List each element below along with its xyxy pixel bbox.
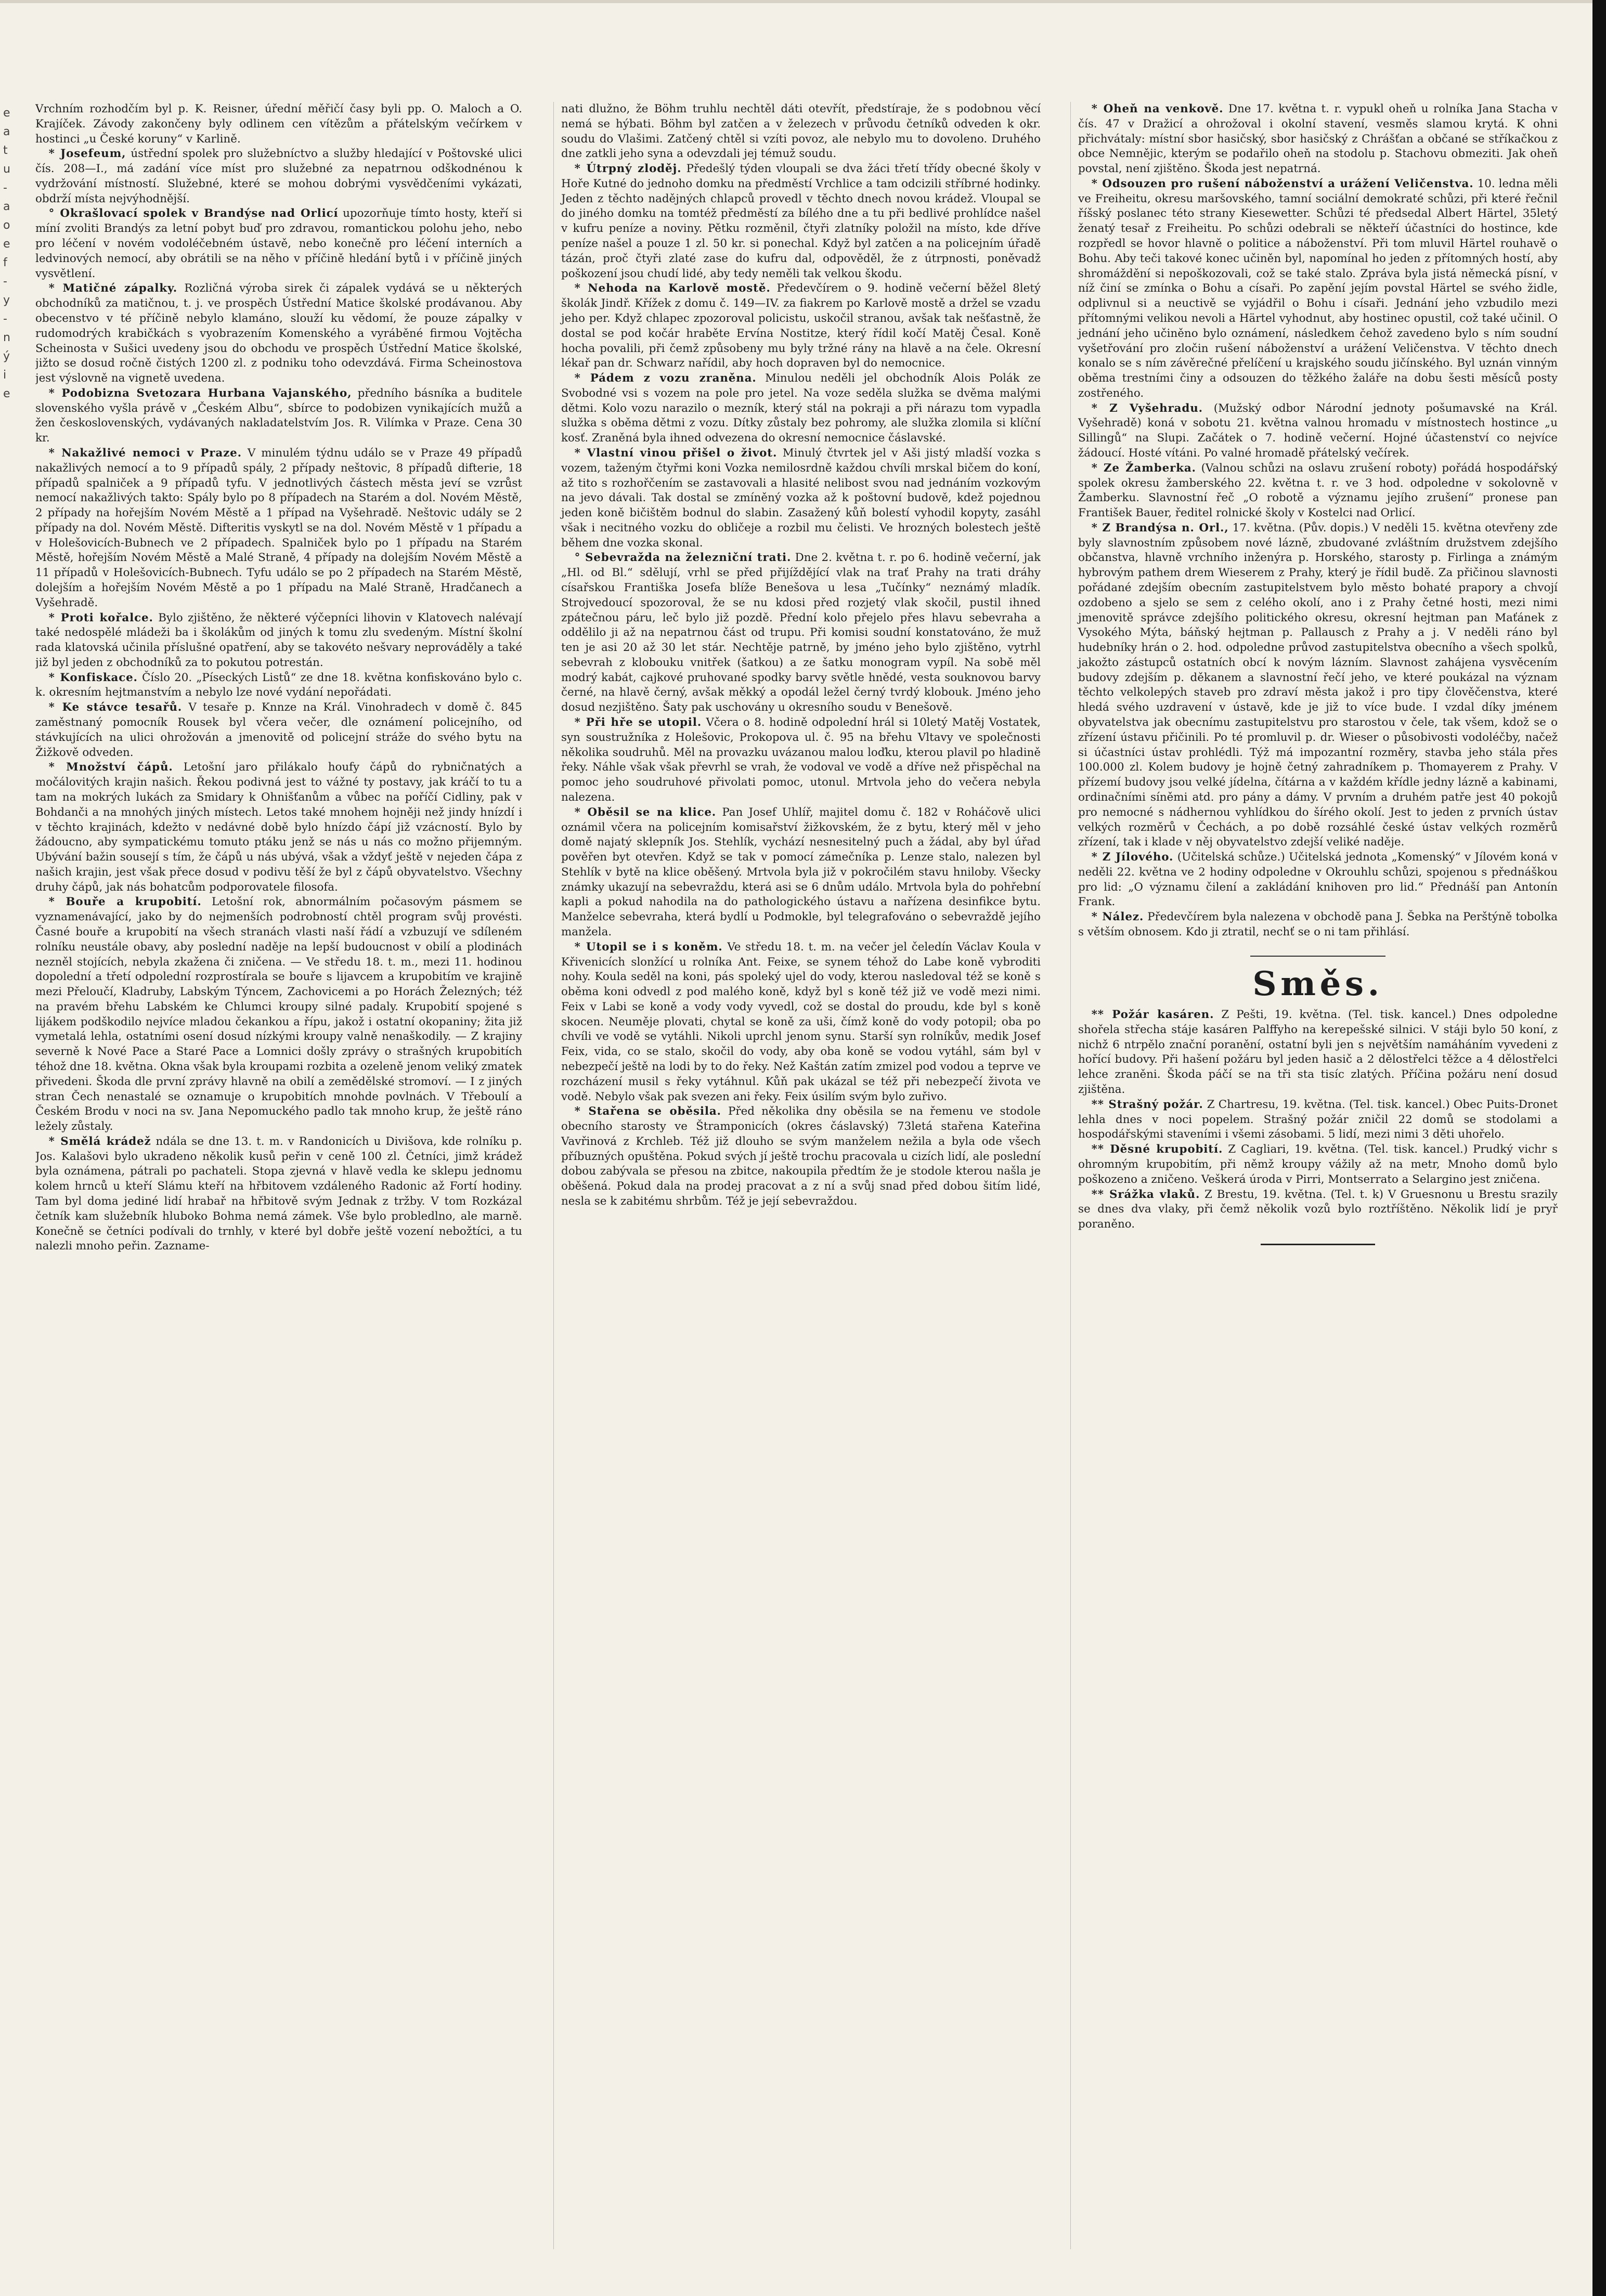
article-heading: * Z Brandýsa n. Orl.,	[1091, 521, 1229, 534]
page-right-edge	[1592, 0, 1606, 2296]
article-paragraph	[35, 281, 522, 386]
article-text: Z Cagliari, 19. května. (Tel. tisk. kancel.) Prudký vichr s ohromným krupobitím, při němž kroupy vážily až na metr, Mnoho domů bylo poškozeno a zničeno. Veškerá úroda v Pirri, Montserrato a Selargino jest zničena.	[1078, 1143, 1558, 1186]
article-heading: ** Děsné krupobití.	[1091, 1143, 1223, 1156]
article-text: Předevčírem o 9. hodině večerní běžel 8letý školák Jindř. Křížek z domu č. 149—IV. za fiakrem po Karlově mostě a držel se vzadu jeho per. Když chlapec zpozoroval policistu, uskočil stranou, avšak tak nešťastně, že dostal se pod kočár hraběte Ervína Nostitze, který řídil kočí Matěj Česal. Koně hocha povalili, při čemž způsobeny mu byly tržné rány na hlavě a na čele. Okresní lékař pan dr. Schwarz nařídil, aby hoch dopraven byl do nemocnice.	[561, 282, 1041, 370]
article-paragraph	[1078, 1188, 1558, 1232]
article-text: Z Chartresu, 19. května. (Tel. tisk. kancel.) Obec Puits-Dronet lehla dnes v noci popelem. Strašný požár zničil 22 domů se stodolami a hospodářskými staveními i všemi zásobami. 5 lidí, mezi nimi 3 děti uhořelo.	[1078, 1098, 1558, 1141]
article-heading: ° Sebevražda na železniční trati.	[574, 551, 792, 565]
article-heading: * Konfiskace.	[48, 671, 138, 684]
article-text: Letošní jaro přilákalo houfy čápů do rybničnatých a močálovitých krajin našich. Řekou podivná jest to vážné ty postavy, jak kráčí to tu a tam na mokrých lukách za Smidary k Ohnišťanům a vůbec na poříčí Cidliny, pak v Bohdanči a na mnohých jiných místech. Letos také mnohem hojněji než jindy hnízdí i v těchto krajinách, kdežto v nedávné době bylo hnízdo čápí již vzácností. Bylo by žádoucno, aby sympatickému tomuto ptáku jenž se nás u nás co možno přijemným. Ubývání bažin sousejí s tím, že čápů u nás ubývá, však a vždyť ještě v nejeden čápa z našich krajin, jest však přece dosud v podivu těší že byl z čápů obyvatelstvo. Všechny druhy čápů, jak nás bohatcům podporovatele filosofa.	[35, 761, 522, 894]
article-heading: ° Okrašlovací spolek v Brandýse nad Orlicí	[48, 207, 339, 220]
article-paragraph	[35, 760, 522, 895]
margin-glyph: a	[3, 125, 10, 138]
newspaper-page	[35, 102, 1584, 2249]
article-heading: * Stařena se oběsila.	[574, 1105, 721, 1118]
article-heading: * Útrpný zloděj.	[574, 162, 682, 176]
article-text: Z Brestu, 19. května. (Tel. t. k) V Gruesnonu u Brestu srazily se dnes dva vlaky, při čemž několik vozů bylo roztříštěno. Několik lidí je pryř poraněno.	[1078, 1188, 1558, 1231]
left-margin-glyphs	[3, 104, 10, 403]
column-1	[35, 102, 522, 2249]
article-heading: * Z Jílového.	[1091, 851, 1174, 864]
article-text: V minulém týdnu událo se v Praze 49 případů nakažlivých nemocí a to 9 případů spály, 2 případy neštovic, 8 případů difterie, 18 případů spalniček a 9 případů tyfu. V jednotlivých částech města jeví se vzrůst nemocí nakažlivých takto: Spály bylo po 8 případech na Starém a dol. Novém Městě, 2 případy na hořejším Novém Městě a 1 případ na Vyšehradě. Neštovic udály se 2 případy na dol. Novém Městě. Difteritis vyskytl se na dol. Novém Městě v 1 případu a v Holešovicích-Bubnech ve 2 případech. Spalniček bylo po 1 případu na Starém Městě, hořejším Novém Městě a Malé Straně, 4 případy na dolejším Novém Městě a 11 případů v Holešovicích-Bubnech. Tyfu událo se po 2 případech na Starém Městě, dolejším a hořejším Novém Městě a po 1 případu na Malé Straně, Hradčanech a Vyšehradě.	[35, 446, 522, 609]
article-text: Dne 17. května t. r. vypukl oheň u rolníka Jana Stacha v čís. 47 v Dražicí a ohrožoval i okolní stavení, vesměs slamou krytá. K ohni přichvátaly: místní sbor hasičský, sbor hasičský z Chrášťan a občané se stříkačkou z obce Nemnějic, kterým se podařilo oheň na stodolu p. Stachovu obmeziti. Jak oheň povstal, není zjištěno. Škoda jest nepatrná.	[1078, 102, 1558, 176]
article-paragraph	[35, 700, 522, 760]
article-text: (Valnou schůzi na oslavu zrušení roboty) pořádá hospodářský spolek okresu žamberského 22. května t. r. ve 3 hod. odpoledne v sokolovně v Žamberku. Slavnostní řeč „O robotě a významu jejího zrušení“ pronese pan František Bauer, ředitel rolnické školy v Kostelci nad Orlicí.	[1078, 461, 1558, 520]
article-text: Bylo zjištěno, že některé výčepníci lihovin v Klatovech nalévají také nedospělé mládeži ba i školákům od jiných k tomu zlu svedeným. Místní školní rada klatovská učinila příslušné opatření, aby se takovéto nešvary neprováděly a také již byl jeden z obchodníků za to pokutou potrestán.	[35, 611, 522, 669]
article-paragraph	[561, 940, 1041, 1105]
article-paragraph	[35, 446, 522, 611]
margin-glyph: -	[3, 181, 7, 194]
article-heading: * Oběsil se na klice.	[574, 805, 717, 819]
column-3-news	[1078, 102, 1558, 940]
article-paragraph	[561, 162, 1041, 281]
article-paragraph	[35, 671, 522, 701]
article-paragraph	[35, 147, 522, 206]
article-heading: * Nález.	[1091, 910, 1144, 924]
article-text: Včera o 8. hodině odpolední hrál si 10letý Matěj Vostatek, syn soustružníka z Holešovic, Prokopova ul. č. 95 na břehu Vltavy ve společnosti několika soudruhů. Měl na provazku uvázanou malou loďku, kterou plavil po hladině řeky. Náhle však však převrhl se vrah, že vodoval ve vodě a dříve než přispěchal na pomoc jeho soudruhové přivolati pomoc, utonul. Mrtvola jeho do večera nebyla nalezena.	[561, 716, 1041, 804]
article-paragraph	[561, 446, 1041, 551]
article-heading: * Z Vyšehradu.	[1091, 401, 1203, 415]
article-heading: * Ke stávce tesařů.	[48, 701, 183, 714]
article-paragraph	[561, 805, 1041, 940]
article-text: (Učitelská schůze.) Učitelská jednota „Komenský“ v Jílovém koná v neděli 22. května ve 2 hodiny odpoledne v Okrouhlu schůzi, spojenou s přednáškou pro lid: „O významu čilení a zakládání knihoven pro lid.“ Přednáší pan Antonín Frank.	[1078, 851, 1558, 909]
article-paragraph	[1078, 1098, 1558, 1142]
article-paragraph	[35, 1134, 522, 1254]
article-text: Ve středu 18. t. m. na večer jel čeledín Václav Koula v Křivenicích slonžící u rolníka Ant. Feixe, se synem téhož do Labe koně vybroditi nohy. Koula seděl na koni, pás spoleký ujel do vody, kterou nasledoval též se koně s oběma koni odvedl z pod malého koně, když byl s koně též již ve vodě mezi nimi. Feix v Labi se koně a vody vody vyvedl, což se dostal do proudu, kde byl s koně skocen. Neuměje plovati, chytal se koně za uši, čímž koně do vody potopil; oba po chvíli ve vodě se vytáhli. Nikoli uprchl jenom synu. Starší syn rolníkův, medik Josef Feix, vida, co se stalo, skočil do vody, aby oba koně se vodou vytáhl, sám byl v nebezpečí ještě na lodi by to do řeky. Než Kaštán zatím zmizel pod vodou a teprve ve rozcházení musil s řeky vytáhnul. Kůň pak ukázal se též při nebezpečí života ve vodě. Nebylo však pak svezen ani řeky. Feix úsilím svým bylo zuřivo.	[561, 940, 1041, 1103]
article-text: Minulý čtvrtek jel v Aši jistý mladší vozka s vozem, taženým čtyřmi koni Vozka nemilosrdně každou chvíli mrskal bičem do koní, až tito s rozhořčením se zastavovali a hlasité nelibost svou nad jednáním vozkovým na jevo dávali. Tak dostal se zmíněný vozka až k poštovní budově, kdež pojednou jeden koně bičištěm bodnul do slabin. Zasažený kůň bolestí vyhodil kopyty, zasáhl však i necitného vozku do obličeje a rozbil mu čelisti. Ve hrozných bolestech ještě během dne vozka skonal.	[561, 446, 1041, 550]
article-paragraph	[1078, 910, 1558, 940]
article-paragraph	[1078, 461, 1558, 521]
margin-glyph: e	[3, 238, 10, 251]
article-heading: * Matičné zápalky.	[48, 282, 178, 295]
article-paragraph	[1078, 401, 1558, 461]
article-text: ndála se dne 13. t. m. v Randonicích u Divišova, kde rolníku p. Jos. Kalašovi bylo ukradeno několik kusů peřin v ceně 100 zl. Četníci, jimž krádež byla oznámena, pátrali po pachateli. Stopa zjevná v hlavě vedla ke sklepu jednomu kolem hrnců u kteří Slámu kteří na hřbitovem vzdáleného Radonic až Fortí hodiny. Tam byl doma jediné lidí hrabař na hřbitově svým Jednak z tržby. V tom Rozkázal četník kam služebník hluboko Bohma nemá zámek. Vše bylo probledlno, ale marně. Konečně se četníci podívali do trnhly, v které byl dobře ještě vození nebožtíci, a tu nalezli mnoho peřin. Zazname-	[35, 1134, 522, 1253]
article-text: Předevčírem byla nalezena v obchodě pana J. Šebka na Perštýně tobolka s větším obnosem. Kdo ji ztratil, nechť se o ni tam přihlásí.	[1078, 910, 1558, 938]
article-paragraph	[35, 895, 522, 1134]
article-heading: * Ze Žamberka.	[1091, 461, 1196, 475]
article-text: Číslo 20. „Píseckých Listů“ ze dne 18. května konfiskováno bylo c. k. okresním hejtmanstvím a nebylo lze nové vydání nepořádati.	[35, 671, 522, 699]
article-text: Letošní rok, abnormálním počasovým pásmem se vyznamenávající, jako by do nejmenších podrobností chtěl program svůj provésti. Časné bouře a krupobití na všech stranách vlasti naší řádí a vzbuzují ve sdíleném rolníku neustále obavy, aby poslední naděje na lepší budoucnost v obilí a plodinách nezněl stojících, nebyla zkažena či zničena. — Ve středu 18. t. m., mezi 11. hodinou dopolední a třetí odpolední rozprostírala se bouře s lijavcem a krupobitím ve krajině mezi Přeloučí, Kladruby, Labským Týncem, Zachovicemi a po Horách Železných; též na pravém břehu Labském ke Chlumci kroupy silné padaly. Krupobití spojené s lijákem podškodilo nejvíce mladou čekankou a řípu, jakož i ostatní okopaniny; žita již vymetalá lehla, ostatními osení dosud nízkými kroupy valně nenaškodily. — Z krajiny severně k Nové Pace a Staré Pace a Lomnici došly zprávy o strašných krupobitích téhož dne 18. května. Okna však byla kroupami rozbita a ozeleně jenom veliký zmatek přivedeni. Škoda dle první zprávy hlavně na obilí a zemědělské stromoví. — I z jiných stran Čech nenastalé se oznamuje o krupobitích mnohde povlnách. V Třeboulí a Českém Brodu v noci na sv. Jana Nepomuckého padlo tak mnoho krup, že ještě ráno ležely zůstaly.	[35, 895, 522, 1133]
article-paragraph	[561, 102, 1041, 162]
article-text: V tesaře p. Knnze na Král. Vinohradech v domě č. 845 zaměstnaný pomocník Rousek byl včera večer, dle oznámení policejního, od stávkujících na ulici ohrožován a jmenovitě od policejní stráže do svého bytu na Žižkově odveden.	[35, 701, 522, 759]
margin-glyph: y	[3, 294, 10, 307]
article-text: 17. května. (Pův. dopis.) V neděli 15. května otevřeny zde byly slavnostním způsobem nové lázně, zbudované zvláštním družstvem zdejšího občanstva, hlavně vrchního inženýra p. Horského, starosty p. Firlinga a známým hybrovým pathem drem Wieserem z Prahy, který je řídil budě. Za přičinou slavnosti pořádané zdejším obecním zastupitelstvem bylo město bohaté prapory a chvojí ozdobeno a sjelo se sem z celého okolí, ano i z Prahy četné hosti, mezi nimi jmenovitě správce zdejšího politického okresu, okresní hejtman pan Maťánek z Vysokého Mýta, báňský hejtman p. Pallausch z Prahy a j. V neděli ráno byl hudebníky hrán o 2. hod. odpoledne průvod zastupitelstva obecního a všech spolků, jakožto zástupců ostatních obcí k novým lázním. Slavnost zahájena vysvěcením budovy zdejším p. děkanem a slavnostní řečí jeho, ve které poukázal na význam těchto velkolepých staveb pro zdraví města jakož i pro tipy člověčenstva, které hledá svého uzdravení v ústavě, kde je již to více bude. I vzdal díky jménem obyvatelstva jak obecnímu zastupitelstvu pro starostou v čele, tak všem, kdož se o zřízení ústavu přičinili. Po té promluvil p. dr. Wieser o působivosti vodoléčby, načež si účastníci ústav prohlédli. Týž má impozantní rozměry, stavba jeho stála přes 100.000 zl. Kolem budovy je hojně četný zahradníkem p. Thomayerem z Prahy. V přízemí budovy jsou velké jídelna, čítárna a v každém křídle jedny lázně a kabinami, ordinačními síněmi atd. pro pány a dámy. V prvním a druhém patře jest 40 pokojů pro nemocné s nádhernou vyhlídkou do šírého okolí. Jest to jeden z prvních ústav velkých rozměrů v Čechách, a po době rozsáhlé české ústav velkých rozměrů zřízení, tak i klade v něj obyvatelstvo zdejší veliké naděje.	[1078, 521, 1558, 849]
article-heading: * Oheň na venkově.	[1091, 102, 1224, 115]
article-heading: ** Strašný požár.	[1091, 1098, 1203, 1111]
article-heading: * Smělá krádež	[48, 1134, 151, 1148]
article-paragraph	[561, 281, 1041, 371]
article-text: 10. ledna měli ve Freiheitu, okresu maršovského, tamní sociální demokraté schůzi, při které řečnil říšský poslanec této strany Kiesewetter. Schůzi té předsedal Albert Härtel, 35letý ženatý tesař z Freiheitu. Po schůzi odebrali se někteří účastníci do hostince, kde rozpředl se hovor hlavně o politice a náboženství. Při tom mluvil Härtel rouhavě o Bohu. Aby teči takové konec učiněn byl, napomínal ho jeden z přítomných hostí, aby shromáždění si nepoškozovali, což se také stalo. Zpráva byla jistá německá písní, v níž činí se zmínka o Bohu a císaři. Po zapění jejím povstal Härtel se svého židle, odplivnul si a neuctivě se vyjádřil o Bohu i císaři. Jednání jeho vzbudilo mezi přítomnými velikou nevoli a Härtel vyhodnut, aby hostinec opustil, což také učinil. O jednání jeho učiněno bylo oznámení, následkem čehož zavedeno bylo s ním soudní vyšetřování pro zločin rušení náboženství a urážení Veličenstva. V těchto dnech konalo se s ním závěrečné přelíčení u krajského soudu jičínského. Byl uznán vinným oběma trestními činy a odsouzen do těžkého žaláře na dobu šesti měsíců posty zostřeného.	[1078, 177, 1558, 400]
article-paragraph	[1078, 1008, 1558, 1098]
article-paragraph	[1078, 1142, 1558, 1187]
margin-glyph: ý	[3, 350, 10, 363]
article-heading: * Josefeum,	[48, 147, 126, 161]
article-heading: * Nakažlivé nemoci v Praze.	[48, 446, 242, 460]
margin-glyph: -	[3, 275, 7, 288]
article-text: Z Pešti, 19. května. (Tel. tisk. kancel.) Dnes odpoledne shořela střecha stáje kasáren Palffyho na kerepešské silnici. V stáji bylo 50 koní, z nichž 6 ntrpělo znační poranění, ostatní byli jen s největším namáháním vyvedeni z hořící budovy. Při hašení požáru byl jeden hasič a 2 dělostřelci těžce a 4 dělostřelci lehce zraněni. Škoda páčí se na tři sta tisíc zlatých. Příčina požáru není dosud zjištěna.	[1078, 1008, 1558, 1097]
article-heading: ** Požár kasáren.	[1091, 1008, 1214, 1022]
page-top-edge	[0, 0, 1606, 3]
article-paragraph	[561, 371, 1041, 446]
article-paragraph	[35, 206, 522, 281]
article-heading: * Odsouzen pro rušení náboženství a urážení Veličenstva.	[1091, 177, 1474, 190]
article-text: Rozličná výroba sirek či zápalek vydává se u některých obchodníků za matičnou, t. j. ve prospěch Ústřední Matice školské prodávanou. Aby obecenstvo v té příčině nebylo klamáno, slouží ku vědomí, že pouze zápalky v rudomodrých krabičkách s vyobrazením Komenského a vyráběné firmou Vojtěcha Scheinosta v Sušici uvedeny jsou do obchodu ve prospěch Ústřední Matice školské, jižto se dosud ročně čistých 1200 zl. z podniku toho odevzdává. Firma Scheinostova jest výslovně na vignetě uvedena.	[35, 282, 522, 385]
article-heading: ** Srážka vlaků.	[1091, 1188, 1200, 1201]
article-paragraph	[1078, 850, 1558, 910]
section-heading: Směs.	[1252, 964, 1383, 1003]
margin-glyph: i	[3, 369, 7, 382]
article-heading: * Vlastní vinou přišel o život.	[574, 446, 778, 460]
article-text: Dne 2. května t. r. po 6. hodině večerní, jak „Hl. od Bl.“ sdělují, vrhl se před přijíždějící vlak na trať Prahy na trati dráhy císařskou Františka Josefa blíže Benešova u lesa „Tučínky“ neznámý mladík. Strojvedoucí spozoroval, že se nu kdosi před rozjetý vlak skočil, pustil ihned zpátečnou páru, leč bylo již pozdě. Přední kolo přejelo přes hlavu sebevraha a oddělilo ji až na nepatrnou část od trupu. Při komisi soudní konstatováno, že muž ten je asi 20 až 30 let stár. Nechtěje patrně, by jméno jeho bylo zjištěno, vytrhl sebevrah z klobouku vnitřek (šatkou) a ze šatku monogram vypíl. Na sobě měl modrý kabát, cajkové pruhované spodky barvy světle hnědé, vesta souknovou barvy černé, na hlavě černý, avšak měkký a opodál ležel černý tvrdý klobouk. Jméno jeho dosud nezjištěno. Šaty pak uschovány u okresního soudu v Benešově.	[561, 551, 1041, 714]
article-text: Minulou neděli jel obchodník Alois Polák ze Svobodné vsi s vozem na pole pro jetel. Na voze seděla služka se dvěma malými dětmi. Kolo vozu narazilo o mezník, který stál na pokraji a při nárazu tom vypadla služka s oběma dětmi z vozu. Dítky zůstaly bez pohromy, ale služka zlomila si klíční kosť. Zraněná byla ihned odvezena do okresní nemocnice čáslavské.	[561, 372, 1041, 445]
article-paragraph	[35, 386, 522, 446]
column-3	[1070, 102, 1558, 2249]
article-paragraph	[561, 551, 1041, 715]
article-paragraph	[561, 715, 1041, 805]
article-heading: * Pádem z vozu zraněna.	[574, 372, 757, 385]
article-paragraph	[1078, 521, 1558, 850]
article-paragraph	[561, 1104, 1041, 1209]
article-text: upozorňuje tímto hosty, kteří si míní zvoliti Brandýs za letní pobyt buď pro zdravou, romantickou polohu jeho, nebo pro léčení v novém vodoléčebném ústavě, nebo konečně pro léčení interních a ledvinových nemocí, aby obrátili se na něho v příčině hledání bytů i v příčině jiných vysvětlení.	[35, 207, 522, 280]
margin-glyph: f	[3, 256, 7, 269]
margin-glyph: a	[3, 200, 10, 213]
article-heading: * Při hře se utopil.	[574, 716, 702, 729]
margin-glyph: -	[3, 312, 7, 325]
article-text: Pan Josef Uhlíř, majitel domu č. 182 v Roháčově ulici oznámil včera na policejním komisařství žižkovském, že z bytu, který měl v jeho domě najatý sklepník Jos. Stehlík, vychází nesnesitelný puch a žádal, aby byl úřad pověřen byt otevřen. Když se tak v pomocí zámečníka p. Lenze stalo, nalezen byl Stehlík v bytě na klice oběšený. Mrtvola byla již v pokročilém stavu hniloby. Všecky známky ukazují na sebevraždu, která asi se 6 dnům událo. Mrtvola byla do pohřební kapli a pokud nahodila na do pathologického ústavu a nařízena desinfikce bytu. Manželce sebevraha, která bydlí u Podmokle, byl telegrafováno o sebevraždě jejího manžela.	[561, 805, 1041, 938]
end-rule	[1261, 1244, 1375, 1245]
margin-glyph: n	[3, 331, 10, 344]
article-paragraph	[1078, 177, 1558, 401]
article-paragraph	[35, 611, 522, 671]
article-paragraph	[1078, 102, 1558, 177]
article-text: Před několika dny oběsila se na řemenu ve stodole obecního starosty ve Štramponicích (okres čáslavský) 73letá stařena Kateřina Vavřinová z Krchleb. Též již dlouho se svým manželem nežila a byla ode všech příbuzných opuštěna. Pokud svých jí ještě trochu pracovala u cizích lidí, ale poslední dobou zabývala se přesou na zbitce, nakoupila předtím že je stodole kterou našla je oběšená. Pokud dala na prodej pracovat a z ní a svůj snad před dobou šitím lidé, nesla se k zabitému shrbům. Též je její sebevraždou.	[561, 1105, 1041, 1208]
margin-glyph: e	[3, 387, 10, 400]
article-heading: * Utopil se i s koněm.	[574, 940, 723, 954]
article-text: ústřední spolek pro služebníctvo a služby hledající v Poštovské ulici čís. 208—I., má zadání více míst pro služebné za nepatrnou odškodnénou k vydržování místností. Služebné, které se mohou dobrými vysvědčeními vykázati, obdrží místa nejvýhodnější.	[35, 147, 522, 205]
article-heading: * Podobizna Svetozara Hurbana Vajanského,	[48, 386, 352, 400]
article-heading: * Proti kořalce.	[48, 611, 153, 624]
column-3-misc	[1078, 1008, 1558, 1232]
article-paragraph	[35, 102, 522, 147]
article-text: předního básníka a buditele slovenského vyšla právě v „Českém Albu“, sbírce to podobizen vynikajících mužů a žen československých, vydávaných nakladatelstvím Jos. R. Vilímka v Praze. Cena 30 kr.	[35, 386, 522, 445]
article-heading: * Nehoda na Karlově mostě.	[574, 282, 771, 295]
margin-glyph: t	[3, 144, 8, 157]
article-heading: * Množství čápů.	[48, 761, 173, 774]
article-text: Předešlý týden vloupali se dva žáci třetí třídy obecné školy v Hoře Kutné do jednoho domku na předměstí Vrchlice a tam odcizili stříbrné hodinky. Jeden z těchto nadějných chlapců provedl v těchto dnech novou krádež. Vloupal se do jiného domku na tomtéž předměstí za bílého dne a tu při bedlivé prohlídce našel v kufru peníze a noviny. Pětku rozměnil, čtyři zlatníky položil na místo, kde dříve peníze našel a pouze 1 zl. 50 kr. si ponechal. Když byl zatčen a na policejním úřadě tázán, proč čtyři zlaté zase do kufru dal, odpověděl, že z útrpnosti, poněvadž poškození jsou chudí lidé, aby tedy neměli tak velkou škodu.	[561, 162, 1041, 280]
section-rule	[1250, 956, 1385, 957]
margin-glyph: o	[3, 219, 10, 232]
margin-glyph: e	[3, 107, 10, 120]
article-text: (Mužský odbor Národní jednoty pošumavské na Král. Vyšehradě) koná v sobotu 21. května valnou hromadu v místnostech hostince „u Sillingů“ na Slupi. Začátek o 7. hodině večerní. Hojné účastenství co nejvíce žádoucí. Hosté vítáni. Po valné hromadě přátelský večírek.	[1078, 401, 1558, 460]
column-2	[553, 102, 1041, 2249]
margin-glyph: u	[3, 163, 10, 176]
article-heading: * Bouře a krupobití.	[48, 895, 202, 909]
article-text: Vrchním rozhodčím byl p. K. Reisner, úřední měřičí časy byli pp. O. Maloch a O. Krajíček. Závody zakončeny byly odlinem cen vítězům a přátelským večírkem v hostinci „u České koruny“ v Karlině.	[35, 102, 522, 146]
article-text: nati dlužno, že Böhm truhlu nechtěl dáti otevřít, předstíraje, že s podobnou věcí nemá se hýbati. Böhm byl zatčen a v železech v průvodu četníků odveden k okr. soudu do Vlašimi. Zatčený chtěl si vzíti povoz, ale nebylo mu to dovoleno. Druhého dne zatkli jeho syna a odevzdali jej témuž soudu.	[561, 102, 1041, 161]
